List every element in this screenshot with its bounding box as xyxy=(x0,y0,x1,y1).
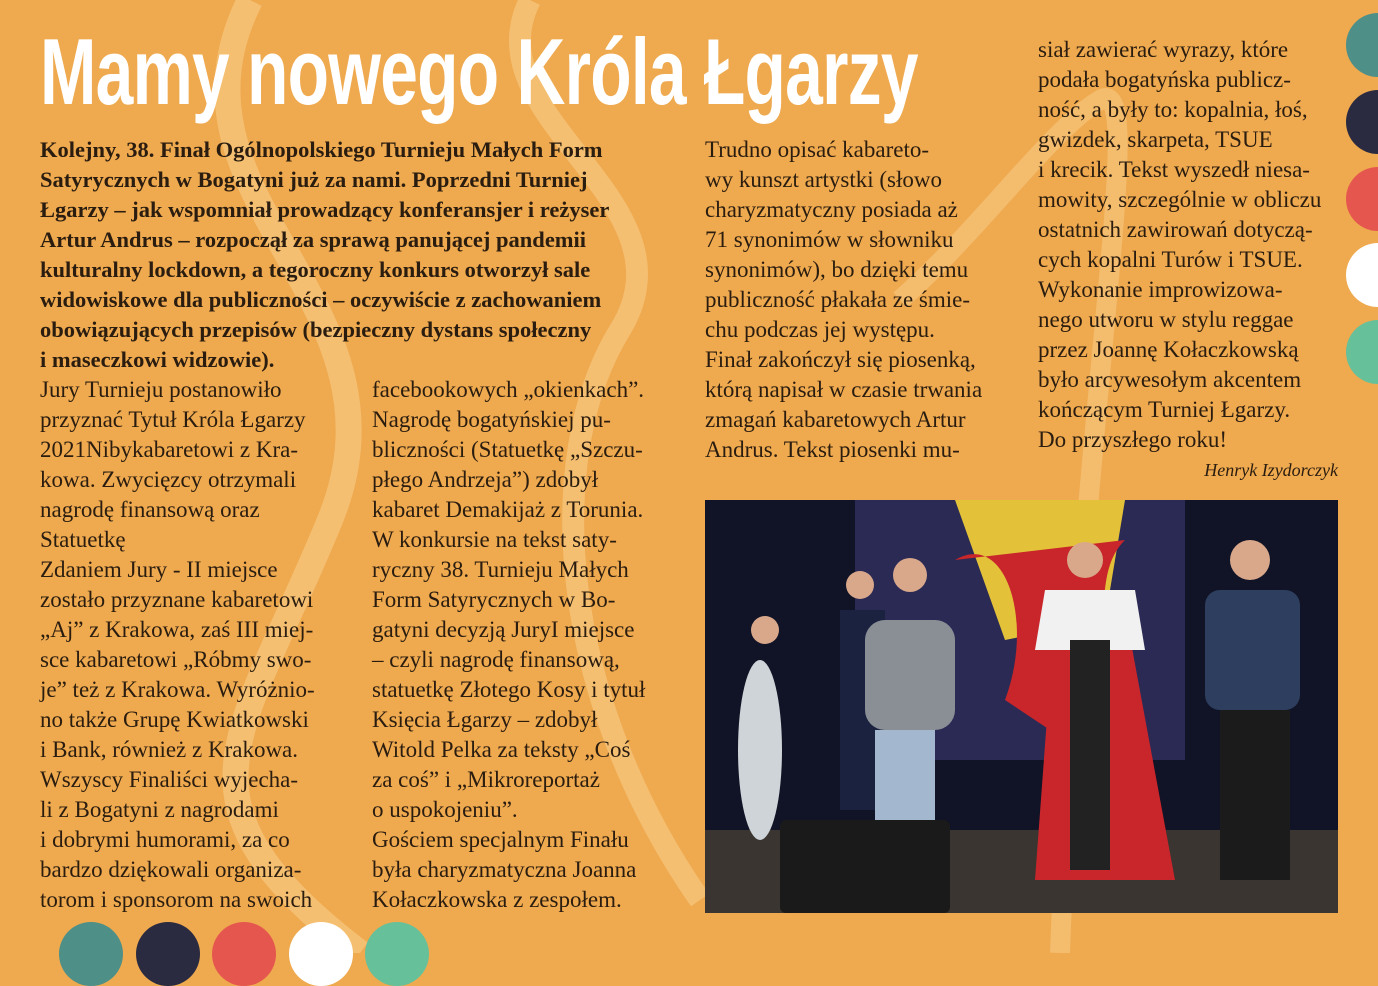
text-line: zostało przyznane kabaretowi xyxy=(40,587,314,612)
text-line: była charyzmatyczna Joanna xyxy=(372,857,637,882)
article-author: Henryk Izydorczyk xyxy=(1204,460,1338,480)
text-line: było arcywesołym akcentem xyxy=(1038,367,1302,392)
text-line: je” też z Krakowa. Wyróżnio- xyxy=(40,677,315,702)
text-line: obowiązujących przepisów (bezpieczny dystans społeczny xyxy=(40,317,592,342)
color-dot-teal-bottom xyxy=(59,922,123,986)
text-line: Wykonanie improwizowa- xyxy=(1038,277,1283,302)
text-line: Artur Andrus – rozpoczął za sprawą panującej pandemii xyxy=(40,227,587,252)
text-line: gwizdek, skarpeta, TSUE xyxy=(1038,127,1273,152)
text-line: charyzmatyczny posiada aż xyxy=(705,197,958,222)
color-dot-green-bottom xyxy=(365,922,429,986)
text-line: „Aj” z Krakowa, zaś III miej- xyxy=(40,617,314,642)
text-line: widowiskowe dla publiczności – oczywiście z zachowaniem xyxy=(40,287,602,312)
text-line: kabaret Demakijaż z Torunia. xyxy=(372,497,644,522)
text-line: Gościem specjalnym Finału xyxy=(372,827,629,852)
color-dot-white-bottom xyxy=(289,922,353,986)
color-dot-navy-bottom xyxy=(136,922,200,986)
text-line: no także Grupę Kwiatkowski xyxy=(40,707,309,732)
text-line: Trudno opisać kabareto- xyxy=(705,137,929,162)
text-line: chu podczas jej występu. xyxy=(705,317,935,342)
text-line: cych kopalni Turów i TSUE. xyxy=(1038,247,1303,272)
text-line: Jury Turnieju postanowiło xyxy=(40,377,282,402)
text-line: nagrodę finansową oraz xyxy=(40,497,260,522)
text-line: Zdaniem Jury - II miejsce xyxy=(40,557,278,582)
article-column-4 xyxy=(1038,35,1321,455)
text-line: sce kabaretowi „Róbmy swo- xyxy=(40,647,312,672)
text-line: ostatnich zawirowań dotyczą- xyxy=(1038,217,1313,242)
text-line: li z Bogatyni z nagrodami xyxy=(40,797,279,822)
text-line: 2021Nibykabaretowi z Kra- xyxy=(40,437,299,462)
text-line: zmagań kabaretowych Artur xyxy=(705,407,966,432)
text-line: i dobrymi humorami, za co xyxy=(40,827,290,852)
text-line: Witold Pelka za teksty „Coś xyxy=(372,737,631,762)
article-lead xyxy=(40,135,609,375)
text-line: ryczny 38. Turnieju Małych xyxy=(372,557,629,582)
text-line: kowa. Zwycięzcy otrzymali xyxy=(40,467,297,492)
stage-photo xyxy=(705,500,1338,913)
text-line: Księcia Łgarzy – zdobył xyxy=(372,707,598,732)
color-dot-red-bottom xyxy=(212,922,276,986)
article-column-3 xyxy=(705,135,982,465)
text-line: Kołaczkowska z zespołem. xyxy=(372,887,622,912)
text-line: wy kunszt artystki (słowo xyxy=(705,167,943,192)
text-line: Statuetkę xyxy=(40,527,126,552)
article-title: Mamy nowego Króla Łgarzy xyxy=(40,19,918,124)
text-line: płego Andrzeja”) zdobył xyxy=(372,467,599,492)
text-line: publiczność płakała ze śmie- xyxy=(705,287,971,312)
text-line: kończącym Turniej Łgarzy. xyxy=(1038,397,1291,422)
text-line: i maseczkowi widzowie). xyxy=(40,347,275,372)
text-line: Kolejny, 38. Finał Ogólnopolskiego Turnieju Małych Form xyxy=(40,137,603,162)
text-line: i krecik. Tekst wyszedł niesa- xyxy=(1038,157,1310,182)
text-line: gatyni decyzją JuryI miejsce xyxy=(372,617,635,642)
text-line: statuetkę Złotego Kosy i tytuł xyxy=(372,677,646,702)
text-line: Nagrodę bogatyńskiej pu- xyxy=(372,407,611,432)
text-line: 71 synonimów w słowniku xyxy=(705,227,954,252)
text-line: Wszyscy Finaliści wyjecha- xyxy=(40,767,299,792)
text-line: bliczności (Statuetkę „Szczu- xyxy=(372,437,643,462)
text-line: za coś” i „Mikroreportaż xyxy=(372,767,600,792)
article-column-1 xyxy=(40,375,315,915)
text-line: torom i sponsorom na swoich xyxy=(40,887,313,912)
text-line: Satyrycznych w Bogatyni już za nami. Poprzedni Turniej xyxy=(40,167,588,192)
text-line: Do przyszłego roku! xyxy=(1038,427,1228,452)
text-line: podała bogatyńska publicz- xyxy=(1038,67,1291,92)
text-line: przyznać Tytuł Króla Łgarzy xyxy=(40,407,306,432)
text-line: nego utworu w stylu reggae xyxy=(1038,307,1294,332)
text-line: Finał zakończył się piosenką, xyxy=(705,347,976,372)
text-line: i Bank, również z Krakowa. xyxy=(40,737,299,762)
text-line: ność, a były to: kopalnia, łoś, xyxy=(1038,97,1308,122)
text-line: W konkursie na tekst saty- xyxy=(372,527,617,552)
text-line: siał zawierać wyrazy, które xyxy=(1038,37,1289,62)
text-line: przez Joannę Kołaczkowską xyxy=(1038,337,1299,362)
photo-illustration xyxy=(705,500,1338,913)
text-line: synonimów), bo dzięki temu xyxy=(705,257,969,282)
text-line: którą napisał w czasie trwania xyxy=(705,377,983,402)
text-line: facebookowych „okienkach”. xyxy=(372,377,645,402)
text-line: Form Satyrycznych w Bo- xyxy=(372,587,616,612)
text-line: kulturalny lockdown, a tegoroczny konkurs otworzył sale xyxy=(40,257,591,282)
text-line: mowity, szczególnie w obliczu xyxy=(1038,187,1322,212)
text-line: Łgarzy – jak wspomniał prowadzący konferansjer i reżyser xyxy=(40,197,610,222)
article-column-2 xyxy=(372,375,645,915)
text-line: – czyli nagrodę finansową, xyxy=(372,647,620,672)
text-line: Andrus. Tekst piosenki mu- xyxy=(705,437,960,462)
text-line: o uspokojeniu”. xyxy=(372,797,518,822)
text-line: bardzo dziękowali organiza- xyxy=(40,857,302,882)
